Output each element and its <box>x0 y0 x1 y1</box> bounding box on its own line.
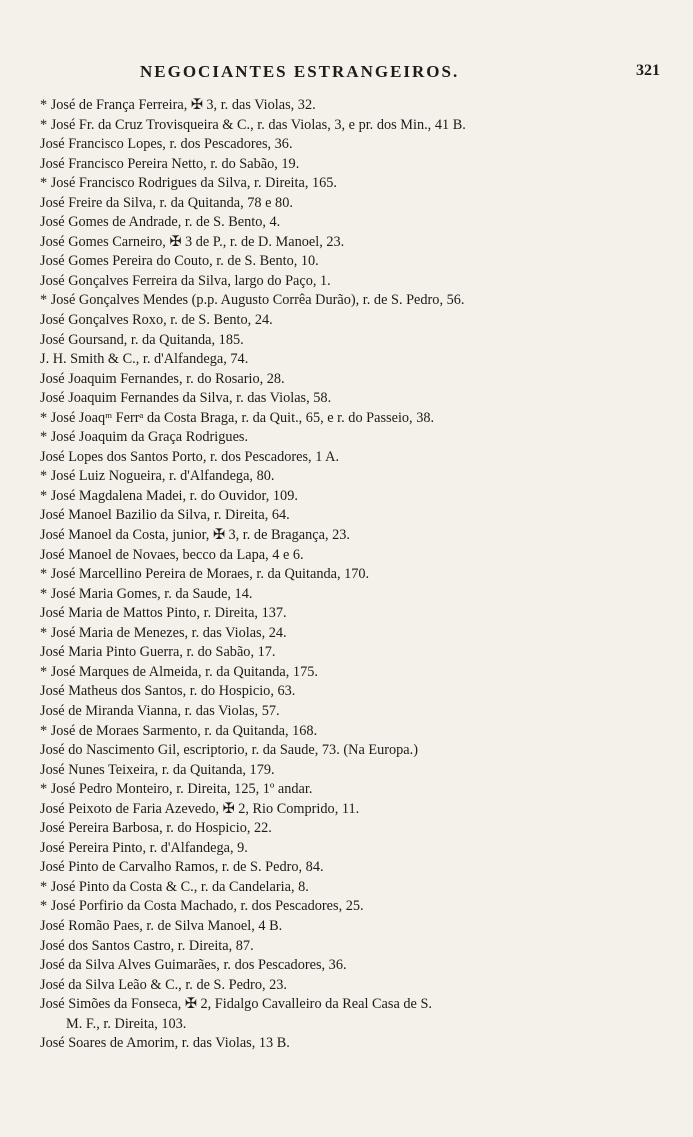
directory-entry: José Pinto de Carvalho Ramos, r. de S. Pedro, 84. <box>40 859 324 876</box>
directory-entry: José Francisco Pereira Netto, r. do Sabão, 19. <box>40 155 300 172</box>
directory-entry: * José Magdalena Madei, r. do Ouvidor, 109. <box>40 487 298 504</box>
directory-entry: José Maria de Mattos Pinto, r. Direita, 137. <box>40 605 287 622</box>
directory-entry: José dos Santos Castro, r. Direita, 87. <box>40 937 254 954</box>
directory-entry: José Nunes Teixeira, r. da Quitanda, 179. <box>40 761 275 778</box>
directory-entry: José Freire da Silva, r. da Quitanda, 78 e 80. <box>40 194 293 211</box>
directory-entry: * José Maria de Menezes, r. das Violas, 24. <box>40 624 287 641</box>
running-head: NEGOCIANTES ESTRANGEIROS. <box>140 62 460 81</box>
directory-entry: * José de França Ferreira, ✠ 3, r. das Violas, 32. <box>40 97 316 113</box>
directory-entry: José de Miranda Vianna, r. das Violas, 57. <box>40 702 280 719</box>
directory-entry: * José Pedro Monteiro, r. Direita, 125, 1º andar. <box>40 781 313 798</box>
directory-entry: José Gomes Pereira do Couto, r. de S. Bento, 10. <box>40 253 319 270</box>
directory-entry: José Soares de Amorim, r. das Violas, 13 B. <box>40 1035 290 1052</box>
directory-entry: José Gonçalves Roxo, r. de S. Bento, 24. <box>40 312 273 329</box>
directory-entry: José da Silva Alves Guimarães, r. dos Pescadores, 36. <box>40 957 347 974</box>
directory-list <box>40 96 650 1054</box>
directory-entry: José da Silva Leão & C., r. de S. Pedro, 23. <box>40 976 287 993</box>
directory-entry: José Gomes Carneiro, ✠ 3 de P., r. de D. Manoel, 23. <box>40 233 345 250</box>
directory-entry: José Joaquim Fernandes, r. do Rosario, 28. <box>40 370 285 387</box>
directory-entry: * José Marques de Almeida, r. da Quitanda, 175. <box>40 663 318 680</box>
directory-entry: José Matheus dos Santos, r. do Hospicio, 63. <box>40 683 296 700</box>
directory-entry: José Manoel Bazilio da Silva, r. Direita, 64. <box>40 507 290 524</box>
directory-entry: * José Joaquim da Graça Rodrigues. <box>40 429 249 446</box>
directory-entry: * José Marcellino Pereira de Moraes, r. da Quitanda, 170. <box>40 566 370 583</box>
directory-entry: José Romão Paes, r. de Silva Manoel, 4 B. <box>40 917 283 934</box>
directory-entry: * José Maria Gomes, r. da Saude, 14. <box>40 585 253 602</box>
directory-entry: José do Nascimento Gil, escriptorio, r. da Saude, 73. (Na Europa.) <box>40 742 418 759</box>
page-header <box>40 62 660 88</box>
directory-entry: * José Gonçalves Mendes (p.p. Augusto Corrêa Durão), r. de S. Pedro, 56. <box>40 292 465 309</box>
directory-entry: José Manoel da Costa, junior, ✠ 3, r. de Bragança, 23. <box>40 527 350 544</box>
directory-entry: * José de Moraes Sarmento, r. da Quitanda, 168. <box>40 722 318 739</box>
directory-entry: José Gomes de Andrade, r. de S. Bento, 4. <box>40 214 281 231</box>
directory-entry: * José Joaqᵐ Ferrᵃ da Costa Braga, r. da Quit., 65, e r. do Passeio, 38. <box>40 409 435 426</box>
directory-entry: * José Francisco Rodrigues da Silva, r. Direita, 165. <box>40 175 338 192</box>
directory-entry: José Simões da Fonseca, ✠ 2, Fidalgo Cavalleiro da Real Casa de S. <box>40 996 432 1013</box>
directory-entry: José Peixoto de Faria Azevedo, ✠ 2, Rio Comprido, 11. <box>40 800 360 817</box>
directory-entry: * José Pinto da Costa & C., r. da Candelaria, 8. <box>40 878 309 895</box>
directory-entry: José Joaquim Fernandes da Silva, r. das Violas, 58. <box>40 390 332 407</box>
directory-entry: M. F., r. Direita, 103. <box>66 1015 187 1032</box>
directory-entry: José Lopes dos Santos Porto, r. dos Pescadores, 1 A. <box>40 448 340 465</box>
page-number: 321 <box>636 62 660 79</box>
directory-entry: * José Porfirio da Costa Machado, r. dos Pescadores, 25. <box>40 898 364 915</box>
directory-entry: José Manoel de Novaes, becco da Lapa, 4 e 6. <box>40 546 304 563</box>
directory-entry: José Goursand, r. da Quitanda, 185. <box>40 331 244 348</box>
directory-entry: José Pereira Barbosa, r. do Hospicio, 22. <box>40 820 272 837</box>
directory-entry: José Francisco Lopes, r. dos Pescadores, 36. <box>40 136 293 153</box>
directory-entry: * José Luiz Nogueira, r. d'Alfandega, 80. <box>40 468 275 485</box>
directory-entry: José Pereira Pinto, r. d'Alfandega, 9. <box>40 839 248 856</box>
directory-entry: J. H. Smith & C., r. d'Alfandega, 74. <box>40 351 249 368</box>
directory-entry: José Gonçalves Ferreira da Silva, largo do Paço, 1. <box>40 272 331 289</box>
directory-entry: * José Fr. da Cruz Trovisqueira & C., r. das Violas, 3, e pr. dos Min., 41 B. <box>40 116 466 133</box>
directory-entry: José Maria Pinto Guerra, r. do Sabão, 17. <box>40 644 276 661</box>
